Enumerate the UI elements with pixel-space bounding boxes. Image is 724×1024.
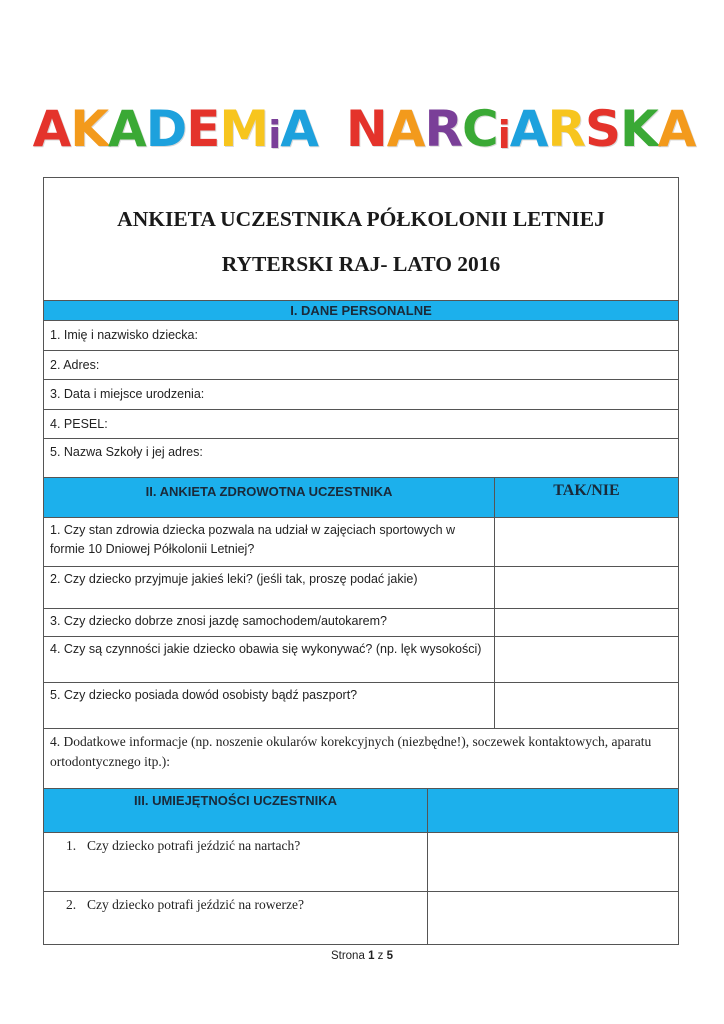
logo-letter: K <box>70 100 109 158</box>
question-text: Czy dziecko potrafi jeździć na nartach? <box>87 838 301 853</box>
answer-cell[interactable] <box>495 518 678 566</box>
logo-letter: A <box>386 100 425 158</box>
field-birth-date-place[interactable] <box>44 380 678 410</box>
field-school-name-address[interactable] <box>44 439 678 478</box>
answer-cell[interactable] <box>495 609 678 636</box>
logo-letter: A <box>108 100 146 158</box>
field-label: 4. PESEL: <box>50 416 108 431</box>
logo-letter: S <box>584 100 620 158</box>
answer-cell[interactable] <box>428 833 678 891</box>
health-question: 4. Czy są czynności jakie dziecko obawia się wykonywać? (np. lęk wysokości) <box>44 637 495 682</box>
logo-letter: i <box>497 113 510 157</box>
form-title-line-2: RYTERSKI RAJ- LATO 2016 <box>221 252 501 276</box>
field-child-name[interactable] <box>44 321 678 351</box>
logo-letter: A <box>280 100 318 158</box>
answer-cell[interactable] <box>495 567 678 608</box>
logo-letter: C <box>462 100 498 158</box>
health-question-row <box>44 609 678 637</box>
health-question-row <box>44 567 678 609</box>
section-health-heading: II. ANKIETA ZDROWOTNA UCZESTNIKA <box>44 478 495 517</box>
footer-prefix: Strona <box>330 950 365 962</box>
field-pesel[interactable] <box>44 410 678 440</box>
skills-question <box>44 892 428 944</box>
field-label: 2. Adres: <box>50 357 100 372</box>
field-label: 5. Nazwa Szkoły i jej adres: <box>50 445 203 459</box>
health-question-row <box>44 518 678 567</box>
logo-letter: E <box>186 100 220 158</box>
footer-page-number: 1 <box>368 950 375 962</box>
logo-letter: R <box>547 100 585 158</box>
question-number: 2. <box>66 897 77 912</box>
field-label: 1. Imię i nazwisko dziecka: <box>50 328 198 343</box>
additional-info-field[interactable]: 4. Dodatkowe informacje (np. noszenie okularów korekcyjnych (niezbędne!), soczewek kontaktowych, aparatu ortodontycznego itp.): <box>44 729 678 789</box>
section-skills-heading-row <box>44 789 678 833</box>
skills-question-row <box>44 833 678 892</box>
logo-letter: A <box>32 100 71 158</box>
section-personal-data-heading: I. DANE PERSONALNE <box>44 301 678 321</box>
logo-letter: A <box>657 100 696 158</box>
logo-word-narciarska <box>345 100 696 158</box>
akademia-narciarska-logo <box>32 96 696 162</box>
form-title-line-1: ANKIETA UCZESTNIKA PÓŁKOLONII LETNIEJ <box>117 207 605 231</box>
skills-question-row <box>44 892 678 944</box>
questionnaire-form <box>43 177 679 945</box>
skills-question <box>44 833 428 891</box>
footer-of: z <box>377 950 384 962</box>
page-footer <box>0 950 724 962</box>
section-skills-heading: III. UMIEJĘTNOŚCI UCZESTNIKA <box>44 789 428 832</box>
logo-letter: M <box>219 100 269 158</box>
logo-letter: A <box>509 100 548 158</box>
section-health-heading-row <box>44 478 678 518</box>
skills-answer-heading-cell <box>428 789 678 832</box>
logo-letter: D <box>145 100 187 158</box>
field-address[interactable] <box>44 351 678 381</box>
answer-cell[interactable] <box>428 892 678 944</box>
logo-letter: K <box>619 100 658 158</box>
answer-cell[interactable] <box>495 683 678 728</box>
logo-word-akademia <box>32 100 318 158</box>
health-question-row <box>44 683 678 729</box>
footer-total-pages: 5 <box>386 950 394 962</box>
health-question: 1. Czy stan zdrowia dziecka pozwala na udział w zajęciach sportowych w formie 10 Dniowej Półkolonii Letniej? <box>44 518 495 566</box>
health-question: 3. Czy dziecko dobrze znosi jazdę samochodem/autokarem? <box>44 609 495 636</box>
health-question-row <box>44 637 678 683</box>
logo-letter: N <box>345 100 387 158</box>
question-text: Czy dziecko potrafi jeździć na rowerze? <box>87 897 305 912</box>
logo-letter: R <box>424 100 462 158</box>
health-question: 5. Czy dziecko posiada dowód osobisty bądź paszport? <box>44 683 495 728</box>
answer-cell[interactable] <box>495 637 678 682</box>
health-question: 2. Czy dziecko przyjmuje jakieś leki? (jeśli tak, proszę podać jakie) <box>44 567 495 608</box>
answer-column-heading: TAK/NIE <box>553 482 620 499</box>
question-number: 1. <box>66 838 77 853</box>
field-label: 3. Data i miejsce urodzenia: <box>50 387 205 402</box>
form-title <box>44 178 678 301</box>
logo-letter: i <box>268 113 281 157</box>
